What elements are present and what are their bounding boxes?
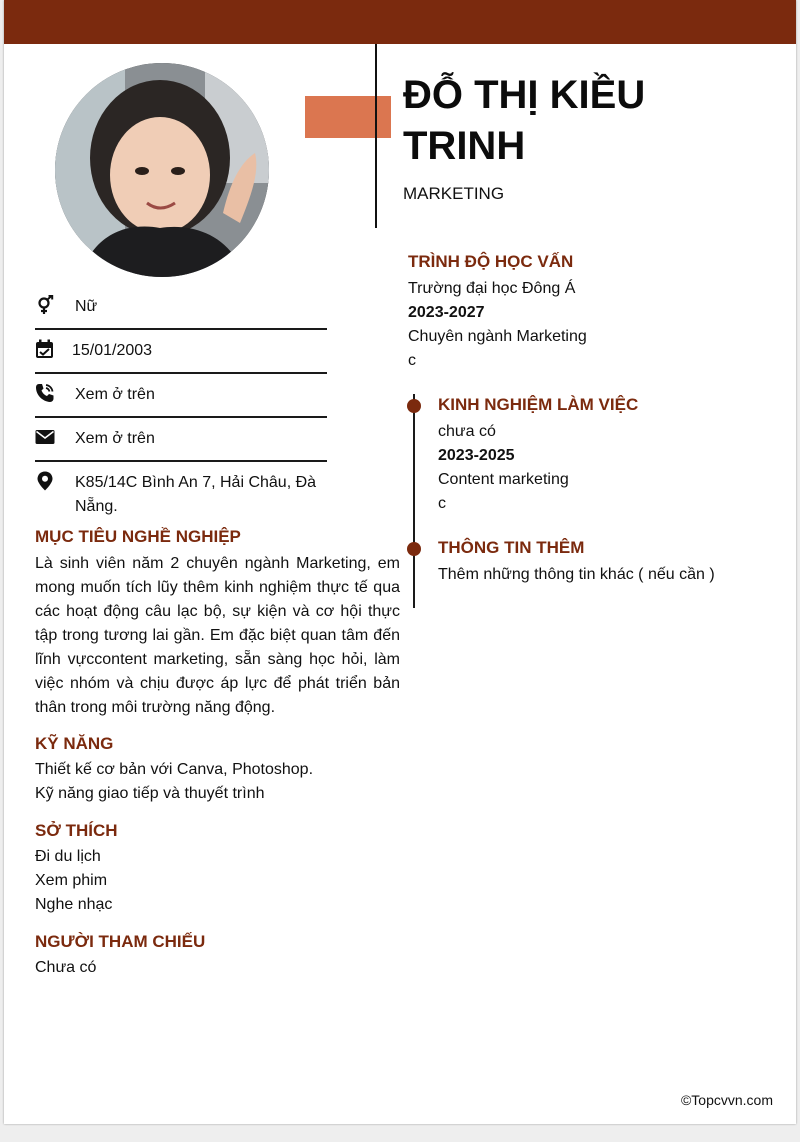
contact-birthdate	[35, 330, 327, 374]
contact-birthdate-text: 15/01/2003	[72, 342, 153, 359]
contact-list	[35, 286, 327, 528]
footer-credit: ©Topcvvn.com	[680, 1092, 773, 1108]
accent-block	[305, 96, 391, 138]
timeline-dot	[407, 542, 421, 556]
candidate-name: ĐỖ THỊ KIỀU TRINH	[403, 73, 646, 168]
experience-note: c	[438, 495, 446, 512]
hobby-item: Xem phim	[35, 872, 108, 889]
hobbies-title: SỞ THÍCH	[35, 821, 118, 840]
contact-gender	[35, 286, 327, 330]
skills-section	[35, 732, 400, 806]
hobby-item: Đi du lịch	[35, 848, 101, 865]
timeline-line	[413, 394, 415, 608]
additional-info-text: Thêm những thông tin khác ( nếu cần )	[438, 566, 715, 583]
hobbies-section	[35, 819, 400, 917]
objective-section	[35, 525, 400, 720]
contact-phone	[35, 374, 327, 418]
contact-gender-text: Nữ	[75, 298, 98, 315]
profile-photo-illustration	[55, 63, 269, 277]
timeline-dot	[407, 399, 421, 413]
job-title: MARKETING	[403, 184, 505, 203]
education-title: TRÌNH ĐỘ HỌC VẤN	[408, 252, 574, 271]
objective-title: MỤC TIÊU NGHỀ NGHIỆP	[35, 527, 241, 546]
skill-item: Kỹ năng giao tiếp và thuyết trình	[35, 785, 265, 802]
gender-icon	[35, 295, 55, 315]
hobby-item: Nghe nhạc	[35, 896, 113, 913]
top-color-band	[4, 0, 796, 44]
references-title: NGƯỜI THAM CHIẾU	[35, 932, 206, 951]
experience-role: Content marketing	[438, 471, 569, 488]
cv-page	[4, 0, 796, 1124]
additional-info-title: THÔNG TIN THÊM	[438, 538, 585, 557]
objective-text: Là sinh viên năm 2 chuyên ngành Marketing, em mong muốn tích lũy thêm kinh nghiệm thực tế qua các hoạt động câu lạc bộ, sự kiện và cơ hội thực tập trong tương lai gần. Em đặc biệt quan tâm đến lĩnh vựccontent marketing, sẵn sàng học hỏi, làm việc nhóm và chịu được áp lực để phát triển bản thân trong môi trường năng động.	[35, 555, 400, 716]
phone-icon	[35, 383, 55, 403]
experience-title: KINH NGHIỆM LÀM VIỆC	[438, 395, 639, 414]
skill-item: Thiết kế cơ bản với Canva, Photoshop.	[35, 761, 314, 778]
calendar-icon	[35, 339, 55, 359]
contact-email-text: Xem ở trên	[75, 430, 155, 447]
contact-address-text: K85/14C Bình An 7, Hải Châu, Đà Nẵng.	[75, 474, 317, 515]
education-section	[408, 250, 768, 373]
education-period: 2023-2027	[408, 304, 485, 321]
contact-phone-text: Xem ở trên	[75, 386, 155, 403]
additional-info-section	[438, 536, 768, 587]
education-note: c	[408, 352, 416, 369]
experience-company: chưa có	[438, 423, 496, 440]
references-text: Chưa có	[35, 959, 97, 976]
experience-period: 2023-2025	[438, 447, 515, 464]
skills-title: KỸ NĂNG	[35, 734, 114, 753]
education-major: Chuyên ngành Marketing	[408, 328, 587, 345]
contact-email	[35, 418, 327, 462]
education-school: Trường đại học Đông Á	[408, 280, 576, 297]
location-pin-icon	[35, 471, 55, 491]
contact-address	[35, 462, 327, 528]
header-divider	[375, 44, 377, 228]
references-section	[35, 930, 400, 980]
experience-section	[438, 393, 768, 516]
email-icon	[35, 427, 55, 447]
profile-photo	[55, 63, 269, 277]
